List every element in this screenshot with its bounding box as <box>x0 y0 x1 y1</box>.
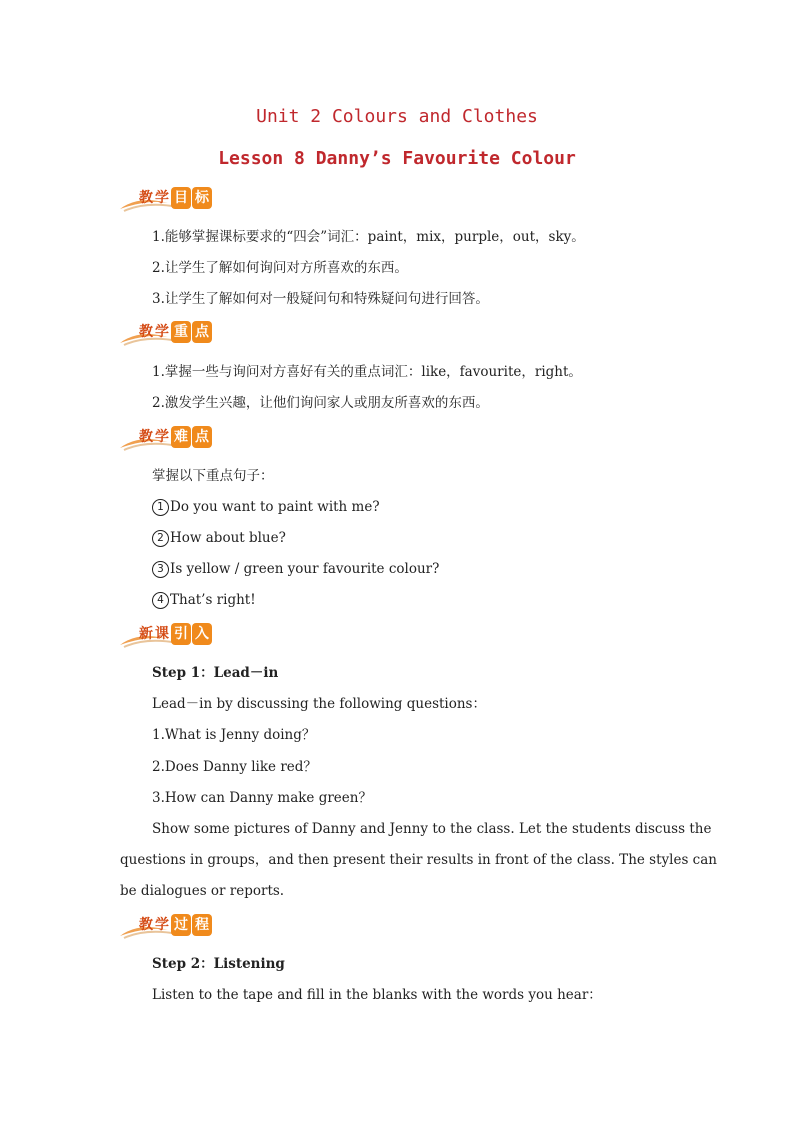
key-point-item: 2.激发学生兴趣，让他们询问家人或朋友所喜欢的东西。 <box>152 395 489 411</box>
badge-char: 新 <box>139 626 153 642</box>
key-sentence-text: Do you want to paint with me? <box>170 499 380 515</box>
key-point-item: 1.掌握一些与询问对方喜好有关的重点词汇：like，favourite，right。 <box>152 364 582 380</box>
badge-char: 入 <box>192 623 212 645</box>
badge-char: 课 <box>155 626 169 642</box>
key-sentence-text: Is yellow / green your favourite colour? <box>170 561 440 577</box>
unit-title: Unit 2 Colours and Clothes <box>256 106 538 127</box>
badge-char: 重 <box>171 321 191 343</box>
objective-item: 3.让学生了解如何对一般疑问句和特殊疑问句进行回答。 <box>152 291 489 307</box>
lead-in-question: 2.Does Danny like red？ <box>152 759 317 775</box>
section-badge-difficulties <box>118 426 228 452</box>
key-sentence <box>152 529 286 547</box>
badge-char: 学 <box>155 429 169 445</box>
badge-char: 学 <box>155 917 169 933</box>
key-sentence <box>152 498 380 516</box>
badge-char: 教 <box>139 917 153 933</box>
paragraph-line: questions in groups，and then present their results in front of the class. The styles can <box>120 852 717 868</box>
badge-char: 标 <box>192 187 212 209</box>
circled-number: 4 <box>152 592 169 609</box>
badge-char: 过 <box>171 914 191 936</box>
section-badge-key-points <box>118 321 228 347</box>
section-badge-objectives <box>118 187 228 213</box>
key-sentence-text: How about blue? <box>170 530 286 546</box>
badge-char: 引 <box>171 623 191 645</box>
lead-in-question: 1.What is Jenny doing？ <box>152 727 316 743</box>
badge-char: 难 <box>171 426 191 448</box>
lead-in-question: 3.How can Danny make green？ <box>152 790 372 806</box>
badge-char: 学 <box>155 324 169 340</box>
objective-item: 2.让学生了解如何询问对方所喜欢的东西。 <box>152 260 408 276</box>
process-instruction: Listen to the tape and fill in the blanks with the words you hear： <box>152 987 602 1003</box>
badge-char: 教 <box>139 429 153 445</box>
section-badge-process <box>118 914 228 940</box>
step-heading: Step 2：Listening <box>152 956 285 972</box>
section-badge-lead-in <box>118 623 228 649</box>
circled-number: 3 <box>152 561 169 578</box>
circled-number: 2 <box>152 530 169 547</box>
badge-char: 学 <box>155 190 169 206</box>
badge-char: 点 <box>192 426 212 448</box>
badge-char: 教 <box>139 190 153 206</box>
paragraph-line: be dialogues or reports. <box>120 883 285 899</box>
lead-in-instruction: Lead－in by discussing the following questions： <box>152 696 486 712</box>
difficulties-intro: 掌握以下重点句子： <box>152 468 274 484</box>
badge-char: 点 <box>192 321 212 343</box>
badge-char: 目 <box>171 187 191 209</box>
circled-number: 1 <box>152 499 169 516</box>
step-heading: Step 1：Lead－in <box>152 665 279 681</box>
key-sentence <box>152 560 439 578</box>
paragraph-line: Show some pictures of Danny and Jenny to the class. Let the students discuss the <box>152 821 712 837</box>
badge-char: 程 <box>192 914 212 936</box>
objective-item: 1.能够掌握课标要求的“四会”词汇：paint，mix，purple，out，sky。 <box>152 229 585 245</box>
badge-char: 教 <box>139 324 153 340</box>
key-sentence-text: That’s right! <box>170 592 256 608</box>
key-sentence <box>152 591 256 609</box>
lesson-title: Lesson 8 Danny’s Favourite Colour <box>218 148 576 169</box>
